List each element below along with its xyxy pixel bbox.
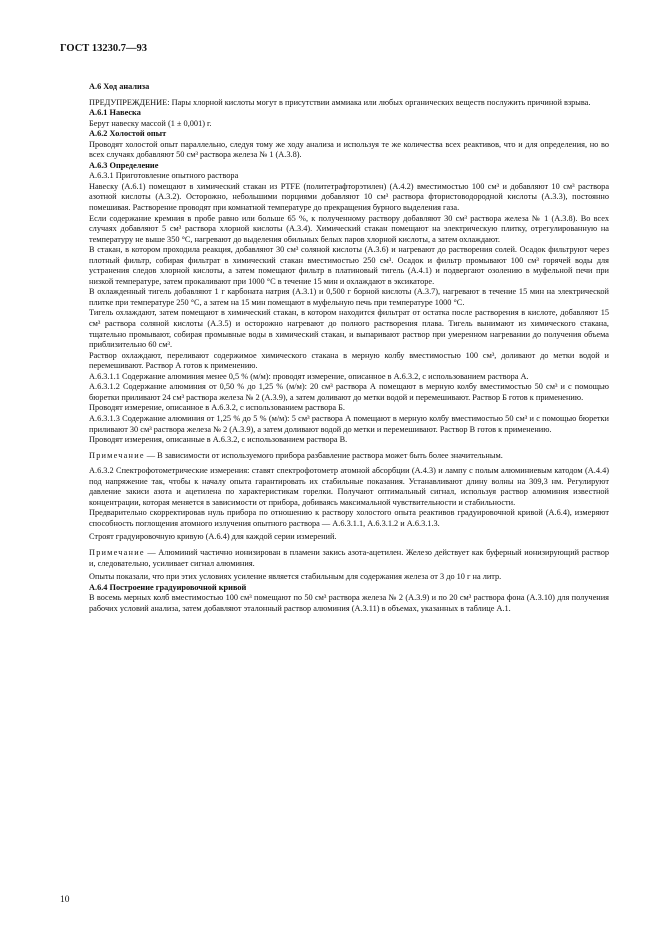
paragraph: В стакан, в котором проходила реакция, добавляют 30 см³ соляной кислоты (А.3.6) и нагревают до растворения солей. Осадок фильтруют через плотный фильтр, собирая фильтрат в химический стакан вместимостью 250 см³. Осадок и фильтр промывают 100 см³ горячей воды для устранения следов хлорной кислоты, а затем помещают фильтр в платиновый тигель (А.4.1) и подвергают озолению в муфельной печи при низкой температуре, затем прокаливают при 1000 °С в течение 15 мин и охлаждают в эксикаторе. [89,245,609,286]
paragraph: Раствор охлаждают, переливают содержимое химического стакана в мерную колбу вместимостью 100 см³, доливают до метки водой и перемешивают. Раствор А готов к применению. [89,350,609,371]
paragraph: В восемь мерных колб вместимостью 100 см³ помещают по 50 см³ раствора железа № 2 (А.3.9) и по 20 см³ раствора фона (А.3.10) для получения рабочих условий анализа, затем добавляют эталонный раствор алюминия (А.3.11) в объемах, указанных в таблице А.1. [89,593,609,613]
paragraph: Если содержание кремния в пробе равно или больше 65 %, к полученному раствору добавляют 30 см³ раствора железа № 1 (А.3.8). Во всех случаях добавляют 5 см³ раствора хлорной кислоты (А.3.4). Химический стакан помещают на электрическую плитку, отрегулированную на температуру не выше 350 °С, нагревают до выделения обильных белых паров хлорной кислоты, а затем охлаждают. [89,213,609,244]
paragraph: А.6.3.1.3 Содержание алюминия от 1,25 % до 5 % (м/м): 5 см³ раствора А помещают в мерную колбу вместимостью 50 см³ и с помощью бюретки приливают 30 см³ раствора железа № 2 (А.3.9), а затем доливают водой до метки и перемешивают. Раствор В готов к применению. [89,413,609,434]
paragraph: В охлажденный тигель добавляют 1 г карбоната натрия (А.3.1) и 0,500 г борной кислоты (А.3.7), нагревают в течение 15 мин на электрической плитке при температуре 250 °С, а затем на 15 мин помещают в муфельную печь при температуре 1000 °С. [89,287,609,307]
section-heading: А.6.3 Определение [89,160,159,170]
note-label: Примечание [89,547,145,557]
paragraph: Строят градуировочную кривую (А.6.4) для каждой серии измерений. [89,532,337,542]
paragraph: Навеску (А.6.1) помещают в химический стакан из PTFE (политетрафторэтилен) (А.4.2) вместимостью 100 см³ и добавляют 10 см³ раствора азотной кислоты (А.3.2). Осторожно, небольшими порциями добавляют 10 см³ раствора фтористоводородной кислоты (А.3.3), постоянно помешивая. Растворение проводят при комнатной температуре до прекращения бурного выделения газа. [89,181,609,213]
document-body [89,82,609,614]
paragraph: ПРЕДУПРЕЖДЕНИЕ: Пары хлорной кислоты могут в присутствии аммиака или любых органических веществ послужить причиной взрыва. [89,97,591,107]
paragraph: Берут навеску массой (1 ± 0,001) г. [89,118,212,128]
paragraph: Проводят измерение, описанное в А.6.3.2, с использованием раствора Б. [89,403,345,413]
note [89,548,609,569]
section-heading: А.6.2 Холостой опыт [89,129,167,139]
paragraph: Опыты показали, что при этих условиях усиление является стабильным для содержания железа от 3 до 10 г на литр. [89,572,502,582]
paragraph: А.6.3.1.2 Содержание алюминия от 0,50 % до 1,25 % (м/м): 20 см³ раствора А помещают в мерную колбу вместимостью 50 см³ и с помощью бюретки приливают 24 см³ раствора железа № 2 (А.3.9), а затем доливают до метки водой и перемешивают. Раствор Б готов к применению. [89,382,609,402]
document-header: ГОСТ 13230.7—93 [60,43,148,54]
paragraph: Проводят холостой опыт параллельно, следуя тому же ходу анализа и используя те же количества всех реактивов, что и для определения, но во всех случаях добавляют 50 см³ раствора железа № 1 (А.3.8). [89,139,609,160]
section-heading: А.6 Ход анализа [89,82,150,91]
note-text: — Алюминий частично ионизирован в пламени закись азота-ацетилен. Железо действует как буферный ионизирующий раствор и, следовательно, усиливает сигнал алюминия. [89,547,609,568]
paragraph: Тигель охлаждают, затем помещают в химический стакан, в котором находится фильтрат от остатка после растворения в кислоте, добавляют 15 см³ раствора соляной кислоты (А.3.5) и осторожно нагревают до полного растворения плава. Тигель вынимают из химического стакана, тщательно промывают, собирая промывные воды в химический стакан, и выпаривают раствор при умеренном нагревании до получения объема приблизительно 60 см³. [89,308,609,350]
paragraph: А.6.3.2 Спектрофотометрические измерения: ставят спектрофотометр атомной абсорбции (А.4.3) и лампу с полым алюминиевым катодом (А.4.4) под напряжение так, чтобы к началу опыта гарантировать их стабильные показания. Устанавливают длину волны на 309,3 нм. Регулируют давление закиси азота и ацетилена по характеристикам горелки. Получают оптимальный сигнал, используя раствор алюминия известной концентрации, которая меняется в зависимости от прибора, добиваясь максимальной чувствительности и стабильности. [89,466,609,507]
note-label: Примечание [89,450,145,460]
paragraph: А.6.3.1 Приготовление опытного раствора [89,171,239,181]
note-text: — В зависимости от используемого прибора разбавление раствора может быть более значительным. [144,450,503,460]
paragraph: Предварительно скорректировав нуль прибора по отношению к раствору холостого опыта реактивов градуировочной кривой (А.6.4), измеряют способность поглощения атомного излучения опытного раствора — А.6.3.1.1, А.6.3.1.2 и А.6.3.1.3. [89,508,609,528]
note [89,451,609,462]
paragraph: А.6.3.1.1 Содержание алюминия менее 0,5 % (м/м): проводят измерение, описанное в А.6.3.2, с использованием раствора А. [89,371,529,381]
section-heading: А.6.4 Построение градуировочной кривой [89,582,247,592]
page-number: 10 [60,895,70,905]
section-heading: А.6.1 Навеска [89,108,141,118]
paragraph: Проводят измерения, описанные в А.6.3.2, с использованием раствора В. [89,435,348,445]
